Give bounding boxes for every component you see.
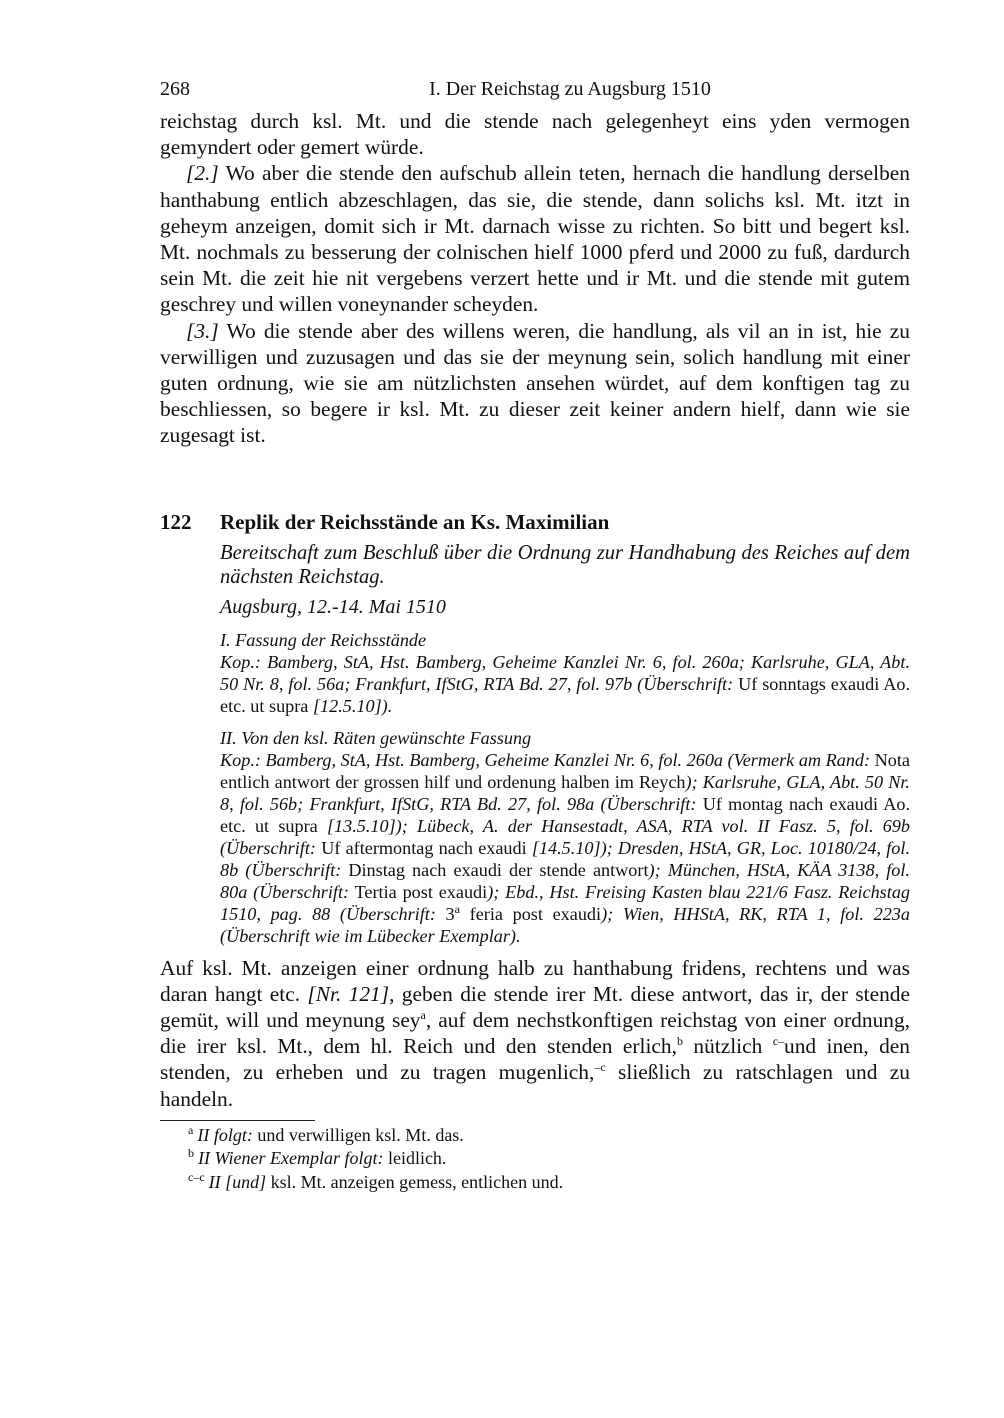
footnote-ref-b[interactable]: b	[676, 1034, 683, 1049]
source-quote: Nota entlich antwort der grossen hilf und ordenung halben im Reych	[220, 749, 910, 792]
source-text: [14.5.10]); Dresden, HStA, GR, Loc. 10180/24, fol. 8b (Überschrift:	[220, 837, 910, 880]
text: , auf dem nechstkonftigen reichstag von einer ordnung, die irer ksl. Mt., dem hl. Reich und den stenden erlich,	[160, 1008, 910, 1059]
version-2-title: II. Von den ksl. Räten gewünschte Fassung	[220, 727, 532, 748]
source-quote: Tertia post exaudi	[349, 881, 488, 902]
footnote-mark: a	[188, 1122, 194, 1137]
text: und inen, den stenden, zu erheben und zu tragen mugenlich,	[160, 1034, 911, 1085]
source-text: ); Karlsruhe, GLA, Abt. 50 Nr. 8, fol. 56b; Frankfurt, IfStG, RTA Bd. 27, fol. 98a (Überschrift:	[220, 771, 910, 814]
page-number: 268	[160, 78, 190, 100]
text: , geben die stende irer Mt. diese antwort, das ir, der stende gemüt, will und meynung sey	[160, 981, 910, 1033]
running-header	[160, 78, 910, 108]
footnote-b	[160, 1147, 910, 1171]
source-quote: Uf sonntags exaudi Ao. etc. ut supra	[220, 673, 910, 716]
paragraph-2	[160, 160, 910, 317]
footnote-lemma: II folgt:	[197, 1124, 253, 1145]
source-text: ); Wien, HHStA, RK, RTA 1, fol. 223a (Überschrift wie im Lübecker Exemplar).	[220, 903, 910, 946]
source-text: ); München, HStA, KÄA 3138, fol. 80a (Überschrift:	[220, 859, 910, 902]
text: nützlich	[682, 1034, 773, 1059]
source-quote: Uf aftermontag nach exaudi	[315, 837, 532, 858]
footnote-text: leidlich.	[383, 1148, 447, 1169]
paragraph-label: [3.]	[186, 318, 219, 343]
footnote-ref-c-start[interactable]: c–	[772, 1034, 785, 1049]
superscript: a	[454, 901, 460, 916]
main-text	[160, 955, 910, 1112]
footnote-ref-a[interactable]: a	[420, 1007, 426, 1022]
document-title: Replik der Reichsstände an Ks. Maximilian	[220, 509, 610, 534]
source-text: Kop.: Bamberg, StA, Hst. Bamberg, Geheime Kanzlei Nr. 6, fol. 260a (Vermerk am Rand:	[220, 749, 871, 770]
running-title: I. Der Reichstag zu Augsburg 1510	[429, 78, 711, 100]
footnote-text: ksl. Mt. anzeigen gemess, entlichen und.	[266, 1171, 564, 1192]
source-text: [12.5.10]).	[312, 695, 393, 716]
regest: Bereitschaft zum Beschluß über die Ordnung zur Handhabung des Reiches auf dem nächsten Reichstag.	[220, 541, 910, 588]
section-spacer	[160, 449, 910, 509]
source-quote: Dinstag nach exaudi der stende antwort	[341, 859, 649, 880]
intro-text	[160, 108, 910, 449]
document-date: Augsburg, 12.-14. Mai 1510	[220, 595, 446, 618]
footnotes	[160, 1124, 910, 1195]
footnote-text: und verwilligen ksl. Mt. das.	[252, 1124, 464, 1145]
footnote-c	[160, 1171, 910, 1195]
text: Auf ksl. Mt. anzeigen einer ordnung halb zu hanthabung fridens, rechtens und was daran hangt etc.	[160, 955, 910, 1006]
source-quote: Uf montag nach exaudi Ao. etc. ut supra	[220, 793, 911, 836]
footnote-a	[160, 1124, 910, 1148]
footnote-lemma: II [und]	[208, 1171, 267, 1192]
source-text: [13.5.10]); Lübeck, A. der Hansestadt, ASA, RTA vol. II Fasz. 5, fol. 69b (Überschrift:	[220, 815, 910, 858]
footnote-ref-c-end[interactable]: –c	[594, 1060, 606, 1075]
source-text: ); Ebd., Hst. Freising Kasten blau 221/6 Fasz. Reichstag 1510, pag. 88 (Überschrift:	[220, 881, 911, 924]
paragraph-3	[160, 318, 910, 449]
source-text: Kop.: Bamberg, StA, Hst. Bamberg, Geheime Kanzlei Nr. 6, fol. 260a; Karlsruhe, GLA, Abt. 50 Nr. 8, fol. 56a; Frankfurt, IfStG, RTA Bd. 27, fol. 97b (Überschrift:	[220, 651, 910, 694]
source-quote: 3	[435, 903, 455, 924]
footnote-mark: c–c	[188, 1169, 205, 1184]
footnote-rule	[160, 1120, 315, 1121]
version-1	[220, 629, 910, 717]
version-1-title: I. Fassung der Reichsstände	[220, 629, 427, 650]
paragraph-text: Wo aber die stende den aufschub allein teten, hernach die handlung derselben hanthabung entlich abzeschlagen, das sie, die stende, dann solichs ksl. Mt. itzt in geheym anzeigen, domit sich ir Mt. darnach wisse zu richten. So bitt und begert ksl. Mt. nochmals zu besserung der colnischen hielf 1000 pferd und 2000 zu fuß, dardurch sein Mt. die zeit hie nit vergebens verzert hette und ir Mt. und die stende mit gutem geschrey und willen voneynander scheyden.	[160, 161, 910, 317]
paragraph-1: reichstag durch ksl. Mt. und die stende nach gelegenheyt eins yden vermogen gemyndert oder gemert würde.	[160, 109, 910, 160]
cross-reference: [Nr. 121]	[307, 981, 390, 1006]
text: sließlich zu ratschlagen und zu handeln.	[160, 1060, 910, 1111]
paragraph-label: [2.]	[186, 161, 219, 186]
page	[160, 78, 910, 1194]
paragraph-text: Wo die stende aber des willens weren, die handlung, als vil an in ist, hie zu verwilligen und zuzusagen und das sie der meynung sein, solich handlung mit einer guten ordnung, wie sie am nützlichsten ansehen würdet, auf dem konftigen tag zu beschliessen, so begere ir ksl. Mt. zu dieser zeit keiner andern hielf, dann wie sie zugesagt ist.	[160, 318, 910, 448]
footnote-mark: b	[188, 1146, 194, 1161]
document-number: 122	[160, 509, 192, 534]
version-1-sources	[220, 651, 910, 717]
version-2	[220, 727, 910, 947]
source-quote: feria post exaudi	[459, 903, 602, 924]
version-2-sources	[220, 749, 910, 947]
footnote-lemma: II Wiener Exemplar folgt:	[198, 1148, 384, 1169]
document-apparatus	[220, 541, 910, 947]
document-heading	[160, 509, 910, 535]
main-paragraph	[160, 955, 910, 1112]
